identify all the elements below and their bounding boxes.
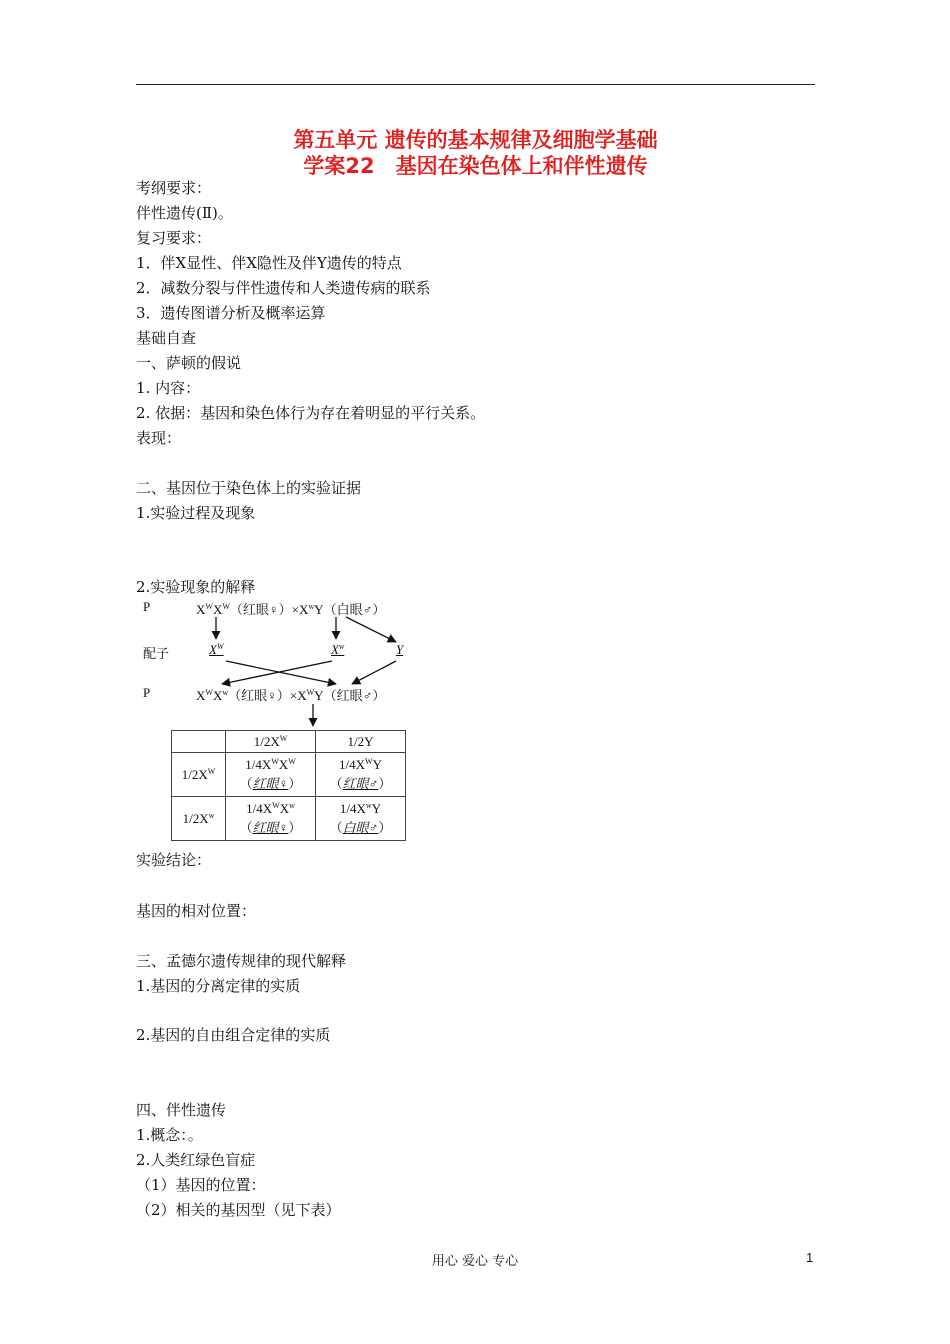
text-line: （1）基因的位置： <box>136 1176 266 1194</box>
cell-xwy-white-male: $1/4X^wY$ （白眼♂） <box>316 797 406 841</box>
text-line: 基础自查 <box>136 329 197 347</box>
unit-title: 第五单元 遗传的基本规律及细胞学基础 <box>293 128 658 152</box>
text-line: 2.基因的自由组合定律的实质 <box>136 1026 331 1044</box>
text-line: 四、伴性遗传 <box>136 1101 227 1119</box>
arrow-y-to-male-offspring <box>352 661 396 684</box>
cell-xwy-red-male: $1/4X^WY$ （红眼♂） <box>316 753 406 797</box>
text-line: 3．遗传图谱分析及概率运算 <box>136 304 326 322</box>
text-line: 2.实验现象的解释 <box>136 578 256 596</box>
gamete-label: 配子 <box>143 646 170 661</box>
text-line: 1．伴X显性、伴X隐性及伴Y遗传的特点 <box>136 254 402 272</box>
arrow-xw-to-male-offspring <box>226 661 336 684</box>
text-line: 复习要求： <box>136 229 212 247</box>
text-line: 1.概念：。 <box>136 1126 203 1144</box>
arrow-xw-to-female-offspring <box>222 661 332 684</box>
cell-xwxw-carrier-female: $1/4X^WX^w$ （红眼♀） <box>226 797 316 841</box>
text-line: 2. 依据：基因和染色体行为存在着明显的平行关系。 <box>136 404 486 422</box>
p-male-phenotype: （白眼♂） <box>323 602 386 617</box>
cell-xwxw-red-female: $1/4X^WX^W$ （红眼♀） <box>226 753 316 797</box>
arrow-male-to-y-gamete <box>346 617 396 642</box>
text-line: 实验结论： <box>136 851 212 869</box>
text-line: 1.实验过程及现象 <box>136 504 256 522</box>
text-line: 2.人类红绿色盲症 <box>136 1151 256 1169</box>
text-line: 二、基因位于染色体上的实验证据 <box>136 479 362 497</box>
text-line: 一、萨顿的假说 <box>136 354 242 372</box>
text-line: 1.基因的分离定律的实质 <box>136 977 301 995</box>
corner-cell <box>172 731 226 753</box>
text-line: （2）相关的基因型（见下表） <box>136 1201 341 1219</box>
text-line: 三、孟德尔遗传规律的现代解释 <box>136 952 347 970</box>
footer-slogan: 用心 爱心 专心 <box>431 1254 519 1269</box>
f1-male-phenotype: （红眼♂） <box>323 688 386 703</box>
gamete-y: Y <box>396 642 404 657</box>
text-line: 表现： <box>136 429 182 447</box>
p-cross-row: $X^WX^W$（红眼$♀)\times X^wY$（白眼♂） <box>196 602 386 617</box>
f1-female-phenotype: （红眼♀）× <box>228 688 298 703</box>
gamete-xw-recessive: $X^w$ <box>331 642 345 657</box>
p-generation-label: P <box>143 599 151 614</box>
text-line: 伴性遗传(Ⅱ)。 <box>136 204 233 222</box>
header-gamete-xw: $1/2X^W$ <box>226 731 316 753</box>
page-number: 1 <box>806 1250 814 1265</box>
header-gamete-y: 1/2Y <box>316 731 406 753</box>
text-line: 1. 内容： <box>136 379 201 397</box>
f1-generation-label: P <box>143 685 151 700</box>
gamete-xw-dominant: $X^W$ <box>209 642 224 657</box>
text-line: 2．减数分裂与伴性遗传和人类遗传病的联系 <box>136 279 431 297</box>
text-line: 基因的相对位置： <box>136 902 257 920</box>
text-line: 考纲要求： <box>136 179 212 197</box>
row-gamete-xw-dominant: $1/2X^W$ <box>172 753 226 797</box>
lesson-title: 学案22 基因在染色体上和伴性遗传 <box>303 154 648 178</box>
p-female-phenotype: （红眼♀）× <box>229 602 299 617</box>
row-gamete-xw-recessive: $1/2X^w$ <box>172 797 226 841</box>
f1-cross-row: $X^WX^w$（红眼$♀)\times X^WY$（红眼♂） <box>196 688 386 703</box>
punnett-square <box>171 730 406 841</box>
